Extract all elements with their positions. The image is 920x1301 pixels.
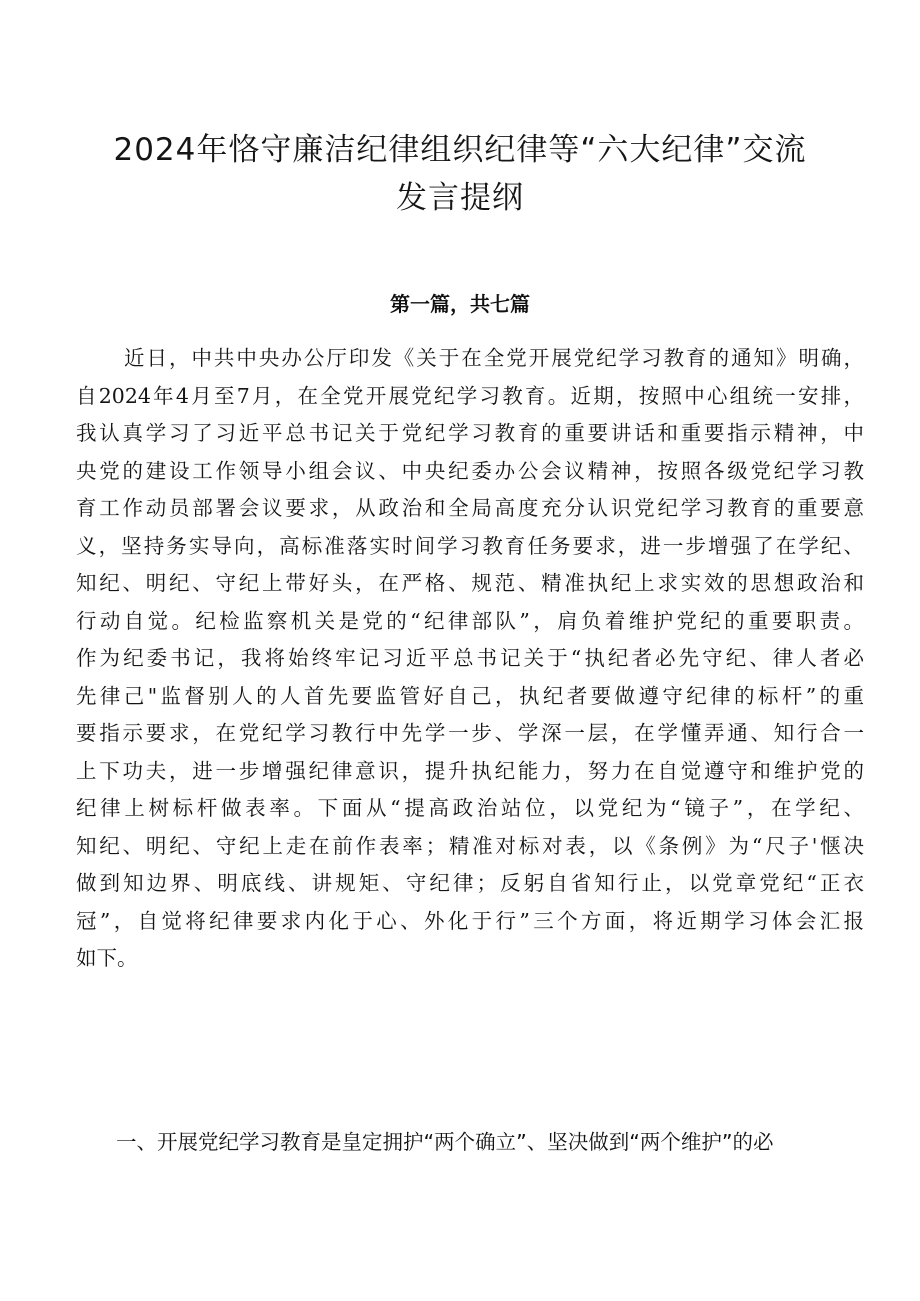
section-heading: 第一篇，共七篇 — [390, 292, 530, 316]
paragraph-line: 冠”，自觉将纪律要求内化于心、外化于行”三个方面，将近期学习体会汇报 — [76, 908, 864, 933]
paragraph-line: 育工作动员部署会议要求，从政治和全局高度充分认识党纪学习教育的重要意 — [76, 496, 864, 520]
paragraph-line: 自2024年4月至7月，在全党开展党纪学习教育。近期，按照中心组统一安排， — [76, 383, 864, 408]
paragraph-line: 知纪、明纪、守纪上走在前作表率；精准对标对表，以《条例》为“尺子'惬决 — [76, 833, 864, 858]
body-paragraph — [76, 340, 864, 978]
paragraph-line: 知纪、明纪、守纪上带好头，在严格、规范、精准执纪上求实效的思想政治和 — [76, 571, 864, 595]
paragraph-line: 做到知边界、明底线、讲规矩、守纪律；反躬自省知行止，以党章党纪“正衣 — [76, 871, 864, 895]
document-title-line-1: 2024年恪守廉洁纪律组织纪律等“六大纪律”交流 — [113, 132, 807, 168]
document-title-line-2: 发言提纲 — [396, 180, 524, 216]
paragraph-line: 上下功夫，进一步增强纪律意识，提升执纪能力，努力在自觉遵守和维护党的 — [76, 758, 864, 783]
paragraph-line: 先律己"监督别人的人首先要监管好自己，执纪者要做遵守纪律的标杆”的重 — [76, 683, 864, 708]
paragraph-line: 我认真学习了习近平总书记关于党纪学习教育的重要讲话和重要指示精神，中 — [76, 421, 864, 445]
paragraph-line: 近日，中共中央办公厅印发《关于在全党开展党纪学习教育的通知》明确， — [124, 346, 864, 370]
paragraph-line: 义，坚持务实导向，高标准落实时间学习教育任务要求，进一步增强了在学纪、 — [76, 533, 864, 558]
paragraph-line: 行动自觉。纪检监察机关是党的“纪律部队”，肩负着维护党纪的重要职责。 — [76, 608, 864, 633]
paragraph-line: 央党的建设工作领导小组会议、中央纪委办公会议精神，按照各级党纪学习教 — [76, 458, 864, 483]
paragraph-line: 纪律上树标杆做表率。下面从“提高政治站位，以党纪为“镜子”，在学纪、 — [76, 796, 864, 820]
paragraph-line: 如下。 — [76, 946, 138, 970]
part-heading: 一、开展党纪学习教育是皇定拥护“两个确立”、坚决做到“两个维护”的必 — [116, 1130, 774, 1154]
paragraph-line: 要指示要求，在党纪学习教行中先学一步、学深一层，在学懂弄通、知行合一 — [76, 721, 864, 745]
document-title — [60, 126, 860, 222]
paragraph-line: 作为纪委书记，我将始终牢记习近平总书记关于“执纪者必先守纪、律人者必 — [76, 646, 864, 670]
